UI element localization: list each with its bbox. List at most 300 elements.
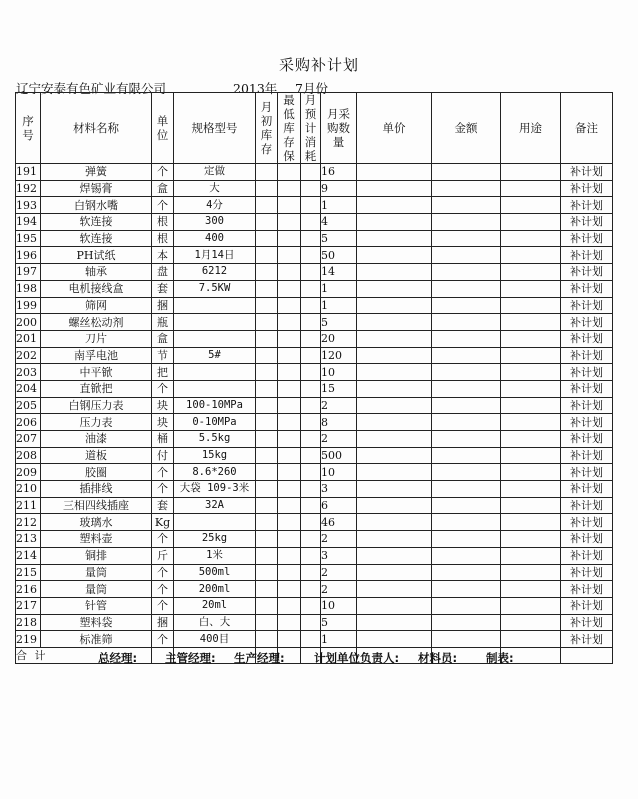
cell-spec <box>174 314 256 331</box>
cell-qty: 9 <box>321 180 357 197</box>
cell-unit-price <box>357 414 432 431</box>
cell-qty: 1 <box>321 197 357 214</box>
cell-usage <box>501 180 561 197</box>
cell-month-stock <box>256 380 278 397</box>
cell-spec: 4分 <box>174 197 256 214</box>
cell-qty: 10 <box>321 364 357 381</box>
cell-unit: 个 <box>152 164 174 181</box>
cell-month-forecast <box>301 164 321 181</box>
cell-name: 胶圈 <box>41 464 152 481</box>
cell-name: 白钢水嘴 <box>41 197 152 214</box>
cell-unit: 根 <box>152 214 174 231</box>
cell-spec <box>174 380 256 397</box>
cell-seq: 209 <box>16 464 41 481</box>
cell-amount <box>432 197 501 214</box>
cell-unit: 瓶 <box>152 314 174 331</box>
cell-month-forecast <box>301 214 321 231</box>
cell-name: 量筒 <box>41 581 152 598</box>
cell-amount <box>432 364 501 381</box>
header-name: 材料名称 <box>41 93 152 164</box>
cell-month-stock <box>256 414 278 431</box>
cell-unit: 个 <box>152 531 174 548</box>
cell-unit: 套 <box>152 280 174 297</box>
cell-name: 压力表 <box>41 414 152 431</box>
cell-unit-price <box>357 280 432 297</box>
cell-unit: 个 <box>152 481 174 498</box>
cell-qty: 6 <box>321 497 357 514</box>
cell-usage <box>501 197 561 214</box>
cell-month-stock <box>256 164 278 181</box>
cell-amount <box>432 180 501 197</box>
cell-seq: 216 <box>16 581 41 598</box>
cell-min-stock <box>278 280 301 297</box>
cell-min-stock <box>278 230 301 247</box>
cell-month-forecast <box>301 180 321 197</box>
cell-month-stock <box>256 364 278 381</box>
cell-amount <box>432 397 501 414</box>
cell-month-stock <box>256 464 278 481</box>
cell-usage <box>501 447 561 464</box>
cell-spec: 大袋 109-3米 <box>174 481 256 498</box>
cell-spec: 100-10MPa <box>174 397 256 414</box>
cell-note: 补计划 <box>561 414 613 431</box>
cell-qty: 5 <box>321 314 357 331</box>
cell-seq: 210 <box>16 481 41 498</box>
cell-unit-price <box>357 347 432 364</box>
cell-note: 补计划 <box>561 380 613 397</box>
cell-unit-price <box>357 397 432 414</box>
cell-note: 补计划 <box>561 631 613 648</box>
cell-month-forecast <box>301 447 321 464</box>
cell-amount <box>432 280 501 297</box>
cell-name: 弹簧 <box>41 164 152 181</box>
cell-month-forecast <box>301 264 321 281</box>
cell-qty: 50 <box>321 247 357 264</box>
cell-note: 补计划 <box>561 230 613 247</box>
cell-note: 补计划 <box>561 564 613 581</box>
cell-name: 塑料壶 <box>41 531 152 548</box>
cell-usage <box>501 531 561 548</box>
header-unit-price: 单价 <box>357 93 432 164</box>
cell-name: 筛网 <box>41 297 152 314</box>
cell-unit-price <box>357 197 432 214</box>
cell-note: 补计划 <box>561 247 613 264</box>
cell-min-stock <box>278 581 301 598</box>
cell-month-forecast <box>301 597 321 614</box>
cell-qty: 120 <box>321 347 357 364</box>
cell-min-stock <box>278 597 301 614</box>
cell-amount <box>432 230 501 247</box>
cell-min-stock <box>278 380 301 397</box>
cell-usage <box>501 364 561 381</box>
cell-min-stock <box>278 397 301 414</box>
cell-name: PH试纸 <box>41 247 152 264</box>
cell-seq: 212 <box>16 514 41 531</box>
cell-note: 补计划 <box>561 347 613 364</box>
table-row <box>16 180 613 197</box>
cell-usage <box>501 214 561 231</box>
table-row <box>16 380 613 397</box>
cell-month-forecast <box>301 347 321 364</box>
cell-qty: 15 <box>321 380 357 397</box>
cell-min-stock <box>278 347 301 364</box>
cell-qty: 2 <box>321 431 357 448</box>
cell-month-forecast <box>301 380 321 397</box>
cell-qty: 20 <box>321 330 357 347</box>
cell-min-stock <box>278 414 301 431</box>
cell-note: 补计划 <box>561 180 613 197</box>
signature-row <box>0 650 638 666</box>
cell-unit: 盒 <box>152 330 174 347</box>
cell-amount <box>432 597 501 614</box>
cell-unit: 个 <box>152 380 174 397</box>
cell-month-forecast <box>301 431 321 448</box>
cell-unit-price <box>357 531 432 548</box>
cell-unit: 节 <box>152 347 174 364</box>
cell-unit-price <box>357 464 432 481</box>
cell-month-stock <box>256 397 278 414</box>
cell-spec: 6212 <box>174 264 256 281</box>
cell-usage <box>501 497 561 514</box>
cell-seq: 195 <box>16 230 41 247</box>
table-row <box>16 280 613 297</box>
cell-unit-price <box>357 497 432 514</box>
cell-month-forecast <box>301 564 321 581</box>
cell-qty: 2 <box>321 397 357 414</box>
table-row <box>16 347 613 364</box>
cell-month-forecast <box>301 514 321 531</box>
cell-usage <box>501 314 561 331</box>
cell-qty: 10 <box>321 597 357 614</box>
cell-month-forecast <box>301 230 321 247</box>
cell-unit: 块 <box>152 397 174 414</box>
cell-month-stock <box>256 214 278 231</box>
table-header-row <box>16 93 613 164</box>
cell-qty: 5 <box>321 230 357 247</box>
cell-seq: 203 <box>16 364 41 381</box>
cell-name: 电机接线盒 <box>41 280 152 297</box>
cell-month-stock <box>256 514 278 531</box>
cell-note: 补计划 <box>561 531 613 548</box>
cell-month-stock <box>256 531 278 548</box>
cell-month-stock <box>256 564 278 581</box>
cell-month-forecast <box>301 280 321 297</box>
cell-month-stock <box>256 314 278 331</box>
cell-month-stock <box>256 247 278 264</box>
cell-amount <box>432 447 501 464</box>
cell-seq: 213 <box>16 531 41 548</box>
cell-qty: 1 <box>321 280 357 297</box>
table-row <box>16 631 613 648</box>
cell-unit: 个 <box>152 581 174 598</box>
table-row <box>16 364 613 381</box>
cell-usage <box>501 264 561 281</box>
cell-spec: 25kg <box>174 531 256 548</box>
cell-unit: 块 <box>152 414 174 431</box>
cell-seq: 214 <box>16 547 41 564</box>
cell-unit: 个 <box>152 564 174 581</box>
cell-usage <box>501 547 561 564</box>
cell-spec: 大 <box>174 180 256 197</box>
sign-material-clerk: 材料员: <box>418 651 458 665</box>
table-row <box>16 481 613 498</box>
cell-min-stock <box>278 514 301 531</box>
cell-month-stock <box>256 330 278 347</box>
cell-month-stock <box>256 347 278 364</box>
cell-month-forecast <box>301 314 321 331</box>
cell-amount <box>432 497 501 514</box>
cell-spec: 7.5KW <box>174 280 256 297</box>
table-row <box>16 531 613 548</box>
cell-note: 补计划 <box>561 431 613 448</box>
cell-min-stock <box>278 297 301 314</box>
header-unit: 单位 <box>152 93 174 164</box>
cell-min-stock <box>278 264 301 281</box>
cell-qty: 1 <box>321 297 357 314</box>
table-row <box>16 330 613 347</box>
cell-usage <box>501 247 561 264</box>
cell-amount <box>432 414 501 431</box>
table-row <box>16 164 613 181</box>
table-row <box>16 414 613 431</box>
cell-month-stock <box>256 197 278 214</box>
cell-unit-price <box>357 330 432 347</box>
cell-unit-price <box>357 214 432 231</box>
cell-usage <box>501 514 561 531</box>
cell-unit-price <box>357 180 432 197</box>
cell-seq: 206 <box>16 414 41 431</box>
cell-amount <box>432 581 501 598</box>
cell-seq: 197 <box>16 264 41 281</box>
cell-seq: 201 <box>16 330 41 347</box>
cell-name: 直锨把 <box>41 380 152 397</box>
cell-unit-price <box>357 514 432 531</box>
cell-unit-price <box>357 380 432 397</box>
cell-unit-price <box>357 481 432 498</box>
cell-unit-price <box>357 447 432 464</box>
table-row <box>16 431 613 448</box>
cell-note: 补计划 <box>561 214 613 231</box>
table-row <box>16 264 613 281</box>
cell-min-stock <box>278 631 301 648</box>
cell-month-forecast <box>301 297 321 314</box>
cell-spec: 8.6*260 <box>174 464 256 481</box>
table-row <box>16 464 613 481</box>
cell-unit-price <box>357 614 432 631</box>
cell-spec: 32A <box>174 497 256 514</box>
cell-seq: 200 <box>16 314 41 331</box>
cell-unit: 个 <box>152 597 174 614</box>
cell-spec: 5.5kg <box>174 431 256 448</box>
cell-month-forecast <box>301 414 321 431</box>
cell-spec <box>174 364 256 381</box>
cell-spec <box>174 514 256 531</box>
cell-note: 补计划 <box>561 514 613 531</box>
cell-seq: 198 <box>16 280 41 297</box>
header-seq: 序号 <box>16 93 41 164</box>
cell-qty: 5 <box>321 614 357 631</box>
cell-seq: 219 <box>16 631 41 648</box>
cell-unit-price <box>357 631 432 648</box>
cell-month-forecast <box>301 247 321 264</box>
cell-spec: 0-10MPa <box>174 414 256 431</box>
cell-usage <box>501 164 561 181</box>
cell-amount <box>432 247 501 264</box>
document-title: 采购补计划 <box>278 56 359 74</box>
cell-amount <box>432 264 501 281</box>
table-row <box>16 514 613 531</box>
cell-name: 油漆 <box>41 431 152 448</box>
header-amount: 金额 <box>432 93 501 164</box>
cell-seq: 208 <box>16 447 41 464</box>
cell-unit: Kg <box>152 514 174 531</box>
table-row <box>16 497 613 514</box>
cell-unit: 把 <box>152 364 174 381</box>
cell-name: 标准筛 <box>41 631 152 648</box>
cell-seq: 211 <box>16 497 41 514</box>
cell-amount <box>432 214 501 231</box>
cell-unit-price <box>357 230 432 247</box>
cell-note: 补计划 <box>561 497 613 514</box>
cell-spec: 15kg <box>174 447 256 464</box>
cell-name: 插排线 <box>41 481 152 498</box>
cell-unit: 付 <box>152 447 174 464</box>
cell-name: 焊锡膏 <box>41 180 152 197</box>
cell-unit: 根 <box>152 230 174 247</box>
cell-month-forecast <box>301 330 321 347</box>
cell-amount <box>432 314 501 331</box>
sign-planner: 计划单位负责人: <box>314 651 400 665</box>
cell-spec: 20ml <box>174 597 256 614</box>
cell-unit: 盘 <box>152 264 174 281</box>
cell-month-stock <box>256 581 278 598</box>
cell-month-forecast <box>301 364 321 381</box>
cell-qty: 1 <box>321 631 357 648</box>
cell-spec: 200ml <box>174 581 256 598</box>
cell-month-forecast <box>301 614 321 631</box>
table-row <box>16 564 613 581</box>
cell-seq: 215 <box>16 564 41 581</box>
sign-supervisor: 主管经理: <box>165 651 216 665</box>
header-note: 备注 <box>561 93 613 164</box>
cell-note: 补计划 <box>561 280 613 297</box>
cell-min-stock <box>278 180 301 197</box>
cell-qty: 3 <box>321 481 357 498</box>
table-row <box>16 230 613 247</box>
cell-note: 补计划 <box>561 597 613 614</box>
cell-min-stock <box>278 464 301 481</box>
cell-unit: 个 <box>152 631 174 648</box>
cell-amount <box>432 297 501 314</box>
cell-unit: 斤 <box>152 547 174 564</box>
cell-amount <box>432 431 501 448</box>
cell-month-stock <box>256 264 278 281</box>
cell-qty: 8 <box>321 414 357 431</box>
cell-seq: 196 <box>16 247 41 264</box>
cell-seq: 205 <box>16 397 41 414</box>
cell-usage <box>501 564 561 581</box>
company-name: 辽宁安泰有色矿业有限公司 <box>16 81 167 96</box>
cell-seq: 192 <box>16 180 41 197</box>
cell-amount <box>432 564 501 581</box>
cell-unit-price <box>357 164 432 181</box>
cell-min-stock <box>278 314 301 331</box>
cell-unit-price <box>357 597 432 614</box>
table-row <box>16 614 613 631</box>
header-month-forecast: 月预计消耗 <box>301 93 321 164</box>
purchase-plan-table <box>15 92 613 664</box>
cell-usage <box>501 280 561 297</box>
cell-name: 三相四线插座 <box>41 497 152 514</box>
cell-qty: 14 <box>321 264 357 281</box>
cell-name: 量筒 <box>41 564 152 581</box>
cell-note: 补计划 <box>561 297 613 314</box>
cell-min-stock <box>278 497 301 514</box>
cell-usage <box>501 297 561 314</box>
cell-seq: 193 <box>16 197 41 214</box>
cell-name: 玻璃水 <box>41 514 152 531</box>
cell-qty: 2 <box>321 564 357 581</box>
cell-amount <box>432 631 501 648</box>
cell-note: 补计划 <box>561 330 613 347</box>
cell-amount <box>432 347 501 364</box>
cell-month-forecast <box>301 547 321 564</box>
cell-qty: 3 <box>321 547 357 564</box>
cell-seq: 207 <box>16 431 41 448</box>
cell-note: 补计划 <box>561 397 613 414</box>
cell-min-stock <box>278 564 301 581</box>
cell-qty: 500 <box>321 447 357 464</box>
cell-min-stock <box>278 247 301 264</box>
cell-usage <box>501 481 561 498</box>
cell-month-stock <box>256 431 278 448</box>
table-row <box>16 197 613 214</box>
cell-min-stock <box>278 164 301 181</box>
plan-month: 7月份 <box>295 81 328 96</box>
cell-name: 软连接 <box>41 214 152 231</box>
cell-month-stock <box>256 481 278 498</box>
cell-month-forecast <box>301 464 321 481</box>
cell-note: 补计划 <box>561 547 613 564</box>
cell-note: 补计划 <box>561 264 613 281</box>
cell-amount <box>432 464 501 481</box>
cell-unit-price <box>357 547 432 564</box>
cell-month-forecast <box>301 481 321 498</box>
cell-amount <box>432 164 501 181</box>
cell-name: 白钢压力表 <box>41 397 152 414</box>
cell-spec: 500ml <box>174 564 256 581</box>
cell-month-stock <box>256 547 278 564</box>
table-row <box>16 314 613 331</box>
cell-seq: 191 <box>16 164 41 181</box>
cell-name: 软连接 <box>41 230 152 247</box>
cell-usage <box>501 380 561 397</box>
cell-qty: 46 <box>321 514 357 531</box>
cell-month-stock <box>256 297 278 314</box>
cell-note: 补计划 <box>561 197 613 214</box>
cell-unit: 盒 <box>152 180 174 197</box>
cell-amount <box>432 531 501 548</box>
cell-month-forecast <box>301 531 321 548</box>
cell-qty: 2 <box>321 581 357 598</box>
cell-min-stock <box>278 531 301 548</box>
cell-note: 补计划 <box>561 464 613 481</box>
cell-name: 铜排 <box>41 547 152 564</box>
cell-month-stock <box>256 497 278 514</box>
cell-seq: 194 <box>16 214 41 231</box>
cell-unit: 套 <box>152 497 174 514</box>
cell-unit-price <box>357 364 432 381</box>
